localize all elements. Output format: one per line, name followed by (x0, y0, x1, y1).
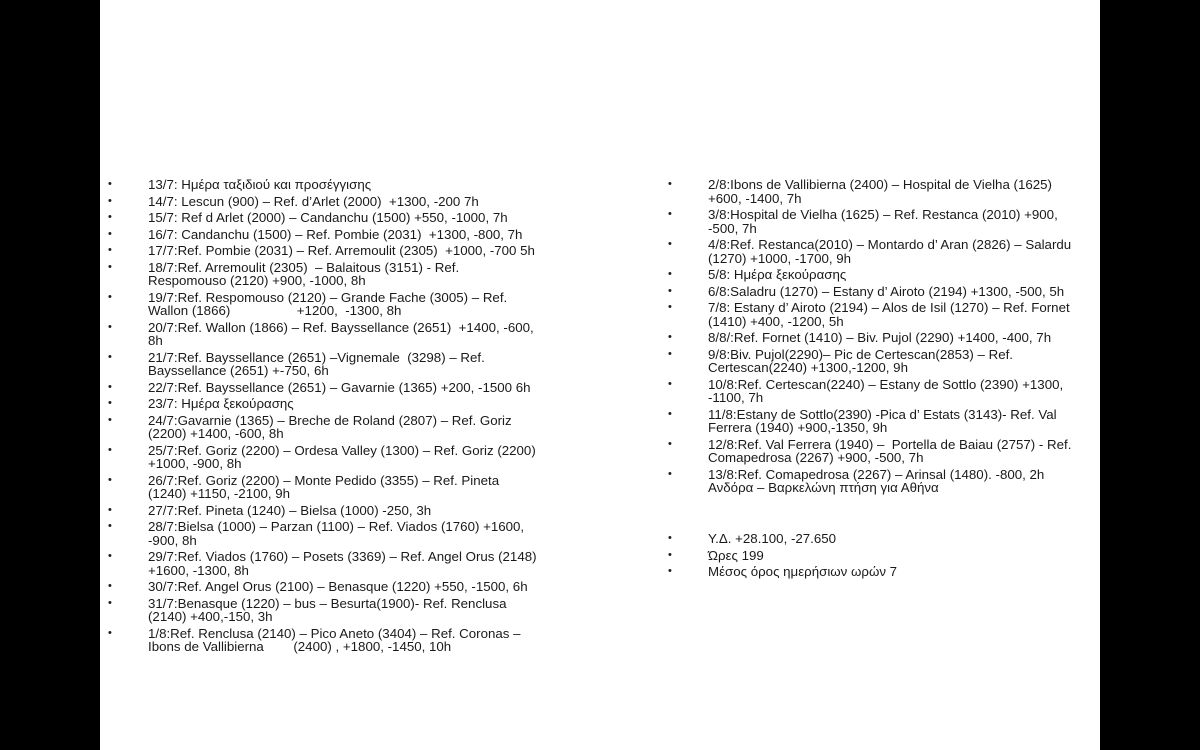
list-item-text: 19/7:Ref. Respomouso (2120) – Grande Fache (3005) – Ref. Wallon (1866) +1200, -1300, 8h (148, 289, 511, 318)
list-item-text: 9/8:Biv. Pujol(2290)– Pic de Certescan(2853) – Ref. Certescan(2240) +1300,-1200, 9h (708, 346, 1017, 375)
bullet-icon: • (108, 397, 112, 409)
bullet-icon: • (108, 227, 112, 240)
bullet-icon: • (668, 377, 672, 390)
bullet-icon: • (108, 626, 112, 639)
list-item (668, 565, 1088, 579)
bullet-icon: • (108, 520, 112, 532)
list-item-text: 7/8: Estany d’ Airoto (2194) – Alos de Isil (1270) – Ref. Fornet (1410) +400, -1200, 5h (708, 300, 1074, 329)
list-item (108, 549, 541, 578)
list-item (668, 438, 1088, 465)
list-item (108, 261, 538, 288)
list-item-text: 22/7:Ref. Bayssellance (2651) – Gavarnie (1365) +200, -1500 6h (148, 379, 531, 395)
bullet-icon: • (108, 260, 112, 273)
list-item-text: Υ.Δ. +28.100, -27.650 (708, 531, 837, 546)
list-item (668, 301, 1088, 328)
list-item-text: 1/8:Ref. Renclusa (2140) – Pico Aneto (3404) – Ref. Coronas – Ibons de Vallibierna (2400) , +1800, -1450, 10h (148, 625, 525, 654)
bullet-icon: • (668, 238, 672, 250)
list-item-text: 31/7:Benasque (1220) – bus – Besurta(1900)- Ref. Renclusa (2140) +400,-150, 3h (148, 595, 511, 624)
bullet-icon: • (108, 211, 112, 223)
list-item-text: 14/7: Lescun (900) – Ref. d’Arlet (2000) +1300, -200 7h (148, 193, 479, 209)
list-item-text: 29/7:Ref. Viados (1760) – Posets (3369) – Ref. Angel Orus (2148) +1600, -1300, 8h (148, 549, 541, 578)
bullet-icon: • (108, 350, 112, 363)
bullet-icon: • (668, 467, 672, 480)
bullet-icon: • (668, 208, 672, 220)
left-column-list (108, 177, 541, 657)
list-item-text: Μέσος όρος ημερήσιων ωρών 7 (708, 564, 898, 579)
bullet-icon: • (668, 407, 672, 420)
list-item (108, 211, 538, 225)
list-item (668, 238, 1088, 265)
list-item-text: 15/7: Ref d Arlet (2000) – Candanchu (1500) +550, -1000, 7h (148, 210, 508, 225)
list-item (668, 549, 1088, 563)
list-item (108, 414, 538, 441)
list-item-text: 20/7:Ref. Wallon (1866) – Ref. Bayssellance (2651) +1400, -600, 8h (148, 319, 538, 348)
bullet-icon: • (668, 565, 672, 577)
list-item-text: 23/7: Ημέρα ξεκούρασης (148, 396, 294, 411)
list-item-text: 30/7:Ref. Angel Orus (2100) – Benasque (1220) +550, -1500, 6h (148, 579, 528, 594)
list-item-text: 25/7:Ref. Goriz (2200) – Ordesa Valley (1300) – Ref. Goriz (2200) +1000, -900, 8h (148, 442, 540, 471)
bullet-icon: • (108, 320, 112, 333)
list-item-text: Ώρες 199 (708, 547, 764, 563)
list-item-text: 13/7: Ημέρα ταξιδιού και προσέγγισης (148, 177, 372, 192)
right-column-list (668, 178, 1088, 498)
list-item (668, 208, 1088, 235)
list-item (108, 244, 538, 258)
list-item-text: 6/8:Saladru (1270) – Estany d’ Airoto (2194) +1300, -500, 5h (708, 283, 1065, 299)
list-item-text: 4/8:Ref. Restanca(2010) – Montardo d’ Aran (2826) – Salardu (1270) +1000, -1700, 9h (708, 237, 1075, 266)
bullet-icon: • (108, 244, 112, 256)
list-item (668, 378, 1088, 405)
bullet-icon: • (668, 437, 672, 450)
list-item-text: 18/7:Ref. Arremoulit (2305) – Balaitous (3151) - Ref. Respomouso (2120) +900, -1000, 8h (148, 259, 463, 288)
list-item-text: 27/7:Ref. Pineta (1240) – Bielsa (1000) -250, 3h (148, 502, 432, 518)
list-item (108, 381, 538, 395)
list-item (668, 348, 1088, 375)
list-item-text: 13/8:Ref. Comapedrosa (2267) – Arinsal (1480). -800, 2h Ανδόρα – Βαρκελώνη πτήση για Αθήνα (708, 466, 1045, 495)
list-item-text: 28/7:Bielsa (1000) – Parzan (1100) – Ref. Viados (1760) +1600, -900, 8h (148, 519, 528, 548)
list-item-text: 10/8:Ref. Certescan(2240) – Estany de Sottlo (2390) +1300, -1100, 7h (708, 376, 1067, 405)
bullet-icon: • (108, 503, 112, 516)
bullet-icon: • (668, 301, 672, 313)
bullet-icon: • (108, 443, 112, 456)
bullet-icon: • (108, 178, 112, 190)
list-item (108, 321, 538, 348)
list-item-text: 16/7: Candanchu (1500) – Ref. Pombie (2031) +1300, -800, 7h (148, 226, 523, 242)
list-item (668, 532, 1088, 546)
list-item (108, 351, 538, 378)
bullet-icon: • (668, 548, 672, 561)
bullet-icon: • (108, 550, 112, 562)
list-item (108, 627, 538, 654)
list-item (108, 397, 538, 411)
bullet-icon: • (108, 473, 112, 486)
list-item (668, 178, 1088, 205)
list-item (108, 228, 538, 242)
list-item (668, 268, 1088, 282)
list-item-text: 26/7:Ref. Goriz (2200) – Monte Pedido (3355) – Ref. Pineta (1240) +1150, -2100, 9h (148, 472, 503, 501)
list-item (108, 178, 538, 192)
bullet-icon: • (108, 194, 112, 207)
bullet-icon: • (668, 347, 672, 360)
summary-list (668, 532, 1088, 582)
list-item (668, 468, 1088, 495)
bullet-icon: • (668, 178, 672, 190)
list-item (108, 444, 538, 471)
bullet-icon: • (668, 284, 672, 297)
list-item (108, 291, 538, 318)
bullet-icon: • (108, 596, 112, 609)
bullet-icon: • (108, 413, 112, 426)
list-item-text: 8/8/:Ref. Fornet (1410) – Biv. Pujol (2290) +1400, -400, 7h (708, 330, 1052, 345)
list-item-text: 12/8:Ref. Val Ferrera (1940) – Portella de Baiau (2757) - Ref. Comapedrosa (2267) +900, -500, 7h (708, 436, 1076, 465)
list-item (668, 331, 1088, 345)
list-item-text: 2/8:Ibons de Vallibierna (2400) – Hospital de Vielha (1625) +600, -1400, 7h (708, 177, 1056, 206)
list-item (108, 195, 538, 209)
list-item-text: 17/7:Ref. Pombie (2031) – Ref. Arremoulit (2305) +1000, -700 5h (148, 243, 535, 258)
bullet-icon: • (108, 580, 112, 592)
list-item (108, 580, 538, 594)
list-item-text: 3/8:Hospital de Vielha (1625) – Ref. Restanca (2010) +900, -500, 7h (708, 207, 1062, 236)
list-item-text: 5/8: Ημέρα ξεκούρασης (708, 267, 847, 282)
bullet-icon: • (668, 268, 672, 280)
list-item-text: 11/8:Estany de Sottlo(2390) -Pica d’ Estats (3143)- Ref. Val Ferrera (1940) +900,-1350, 9h (708, 406, 1061, 435)
list-item (108, 474, 538, 501)
document-page (100, 0, 1100, 750)
list-item-text: 21/7:Ref. Bayssellance (2651) –Vignemale (3298) – Ref. Bayssellance (2651) +-750, 6h (148, 349, 489, 378)
list-item (668, 285, 1088, 299)
bullet-icon: • (108, 290, 112, 303)
list-item-text: 24/7:Gavarnie (1365) – Breche de Roland (2807) – Ref. Goriz (2200) +1400, -600, 8h (148, 412, 516, 441)
list-item (108, 504, 538, 518)
bullet-icon: • (668, 331, 672, 343)
bullet-icon: • (668, 532, 672, 544)
bullet-icon: • (108, 380, 112, 393)
list-item (108, 597, 538, 624)
list-item (108, 520, 538, 547)
list-item (668, 408, 1088, 435)
